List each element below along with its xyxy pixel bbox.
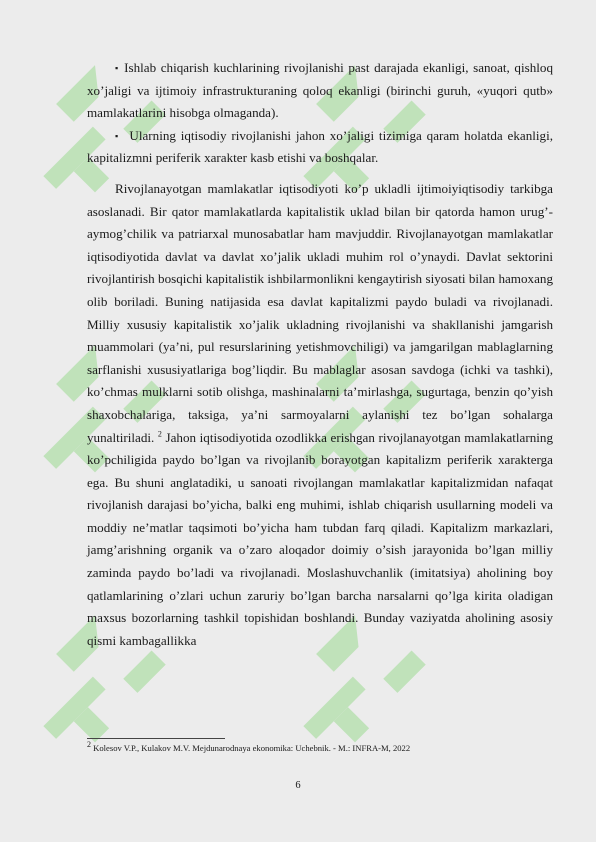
bullet-paragraph [87,125,553,170]
footnote-number: 2 [87,740,91,750]
bullet-text: Ishlab chiqarish kuchlarining rivojlanishi past darajada ekanligi, sanoat, qishloq xo’jaligi va ijtimoiy infrastrukturaning qoloq ekanligi (birinchi guruh, «yuqori qutb» mamlakatlarini hisobga olmaganda). [87,60,553,121]
bullet-icon: ▪ [115,130,120,141]
body-text [87,57,553,652]
page-number: 6 [295,780,301,791]
footnote [87,742,557,754]
main-text-part1: Rivojlanayotgan mamlakatlar iqtisodiyoti ko’p ukladli ijtimoiyiqtisodiy tarkibga asoslanadi. Bir qator mamlakatlarda kapitalistik uklad bilan bir qatorda hamon urug’-aymog’chilik va patriarxal munosabatlar ham mavjuddir. Rivojlanayotgan mamlakatlar iqtisodiyotida davlat va davlat xo’jalik ukladi muhim rol o’ynaydi. Davlat sektorini rivojlantirish bosqichi kapitalistik ishbilarmonlikni kengaytirish siyosati bilan hamoxang olib boriladi. Buning natijasida esa davlat kapitalizmi paydo buladi va rivojlanadi. Milliy xususiy kapitalistik xo’jalik ukladning rivojlanishi va shakllanishi jamgarish muammolari (ya’ni, pul resurslarining yetishmovchiligi) va jamgarilgan mablaglarning sarflanishi xususiyatlariga bog’liqdir. Bu mablaglar asosan savdoga (ichki va tashki), ko’chmas mulklarni sotib olishga, mashinalarni ta’mirlashga, sugurtaga, benzin qo’yish shaxobchalariga, taksiga, ya’ni sarmoyalarni aylanishi tez bo’lgan sohalarga yunaltiriladi. [87,180,553,445]
footnote-reference[interactable]: 2 [157,429,162,439]
bullet-icon: ▪ [115,63,120,73]
bullet-paragraph [87,57,553,125]
main-paragraph [87,178,553,652]
main-text-part2: Jahon iqtisodiyotida ozodlikka erishgan rivojlanayotgan mamlakatlarning ko’pchiligida paydo bo’lgan va rivojlanib borayotgan kapitalizm periferik xarakterga ega. Bu shuni anglatadiki, u sanoati rivojlangan mamlakatlar kapitalizmidan nafaqat rivojlanish darajasi bo’yicha, balki eng muhimi, ishlab chiqarish usullarning modeli va moddiy ne’matlar taqsimoti bo’yicha ham tubdan farq qiladi. Kapitalizm markazlari, jamg’arishning organik va o’zaro aloqador doimiy o’sish jarayonida bo’lgan milliy zaminda paydo bo’ladi va rivojlanadi. Moslashuvchanlik (imitatsiya) aholining boy qatlamlarining o’zlari uchun zaruriy bo’lgan barcha narsalarni qo’lga kirita oladigan maxsus bozorlarning tashkil topishidan boshlandi. Bunday vaziyatda aholining asosiy qismi kambagallikka [87,429,553,648]
footnote-divider [87,738,225,739]
bullet-text: Ularning iqtisodiy rivojlanishi jahon xo’jaligi tizimiga qaram holatda ekanligi, kapitalizmni periferik xarakter kasb etishi va boshqalar. [87,127,553,166]
footnote-text: Kolesov V.P., Kulakov M.V. Mejdunarodnaya ekonomika: Uchebnik. - M.: INFRA-M, 2022 [93,743,411,753]
